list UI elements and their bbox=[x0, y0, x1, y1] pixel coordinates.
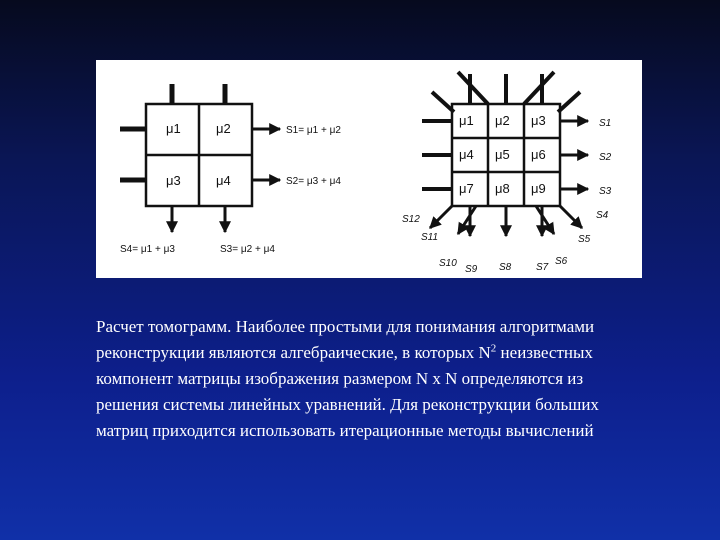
ray-label-s11: S11 bbox=[421, 232, 439, 243]
ray-out-diag-lr-1 bbox=[560, 206, 582, 228]
ray-label-s1: S1 bbox=[599, 118, 612, 129]
right-cell-mu2: μ2 bbox=[495, 113, 510, 128]
right-cell-mu3: μ3 bbox=[531, 113, 546, 128]
ray-label-s4: S4 bbox=[596, 210, 609, 221]
caption-paragraph bbox=[96, 314, 636, 444]
tomography-diagram bbox=[96, 60, 642, 278]
ray-out-diag-ll-2 bbox=[458, 206, 476, 234]
left-out-right-arrows bbox=[252, 129, 280, 180]
left-grid bbox=[146, 104, 252, 206]
ray-in-diag-ul-2 bbox=[432, 92, 454, 112]
ray-out-diag-ll-1 bbox=[430, 206, 452, 228]
ray-label-s6: S6 bbox=[555, 256, 568, 267]
caption-superscript: 2 bbox=[490, 342, 497, 355]
left-incoming-arrows bbox=[120, 129, 146, 180]
caption-text-part1: Расчет томограмм. Наиболее простыми для понимания алгоритмами реконструкции являются алгебраические, в которых N bbox=[96, 317, 595, 362]
left-sum-s2: S2= μ3 + μ4 bbox=[286, 176, 341, 187]
tomography-figure bbox=[96, 60, 642, 278]
left-cell-mu2: μ2 bbox=[216, 121, 231, 136]
ray-label-s8: S8 bbox=[499, 262, 512, 273]
right-cell-mu1: μ1 bbox=[459, 113, 474, 128]
right-ray-labels bbox=[402, 118, 612, 275]
left-cell-mu4: μ4 bbox=[216, 173, 231, 188]
caption-text-part2: неизвестных компонент матрицы изображения размером N x N определяются из решения системы линейных уравнений. Для реконструкции больших матриц приходится использовать итерационные методы вычислений bbox=[96, 343, 599, 440]
right-cell-mu7: μ7 bbox=[459, 181, 474, 196]
right-cell-mu8: μ8 bbox=[495, 181, 510, 196]
left-sum-s3: S3= μ2 + μ4 bbox=[220, 244, 275, 255]
ray-label-s12: S12 bbox=[402, 214, 420, 225]
right-cell-labels bbox=[459, 113, 546, 196]
ray-out-diag-lr-2 bbox=[536, 206, 554, 234]
left-sum-s1: S1= μ1 + μ2 bbox=[286, 125, 341, 136]
right-cell-mu5: μ5 bbox=[495, 147, 510, 162]
ray-in-diag-ul-1 bbox=[458, 72, 488, 104]
left-out-down-arrows bbox=[172, 206, 225, 232]
left-cell-mu3: μ3 bbox=[166, 173, 181, 188]
ray-label-s7: S7 bbox=[536, 262, 549, 273]
ray-label-s10: S10 bbox=[439, 258, 457, 269]
left-top-arrows bbox=[172, 84, 225, 104]
ray-label-s2: S2 bbox=[599, 152, 612, 163]
ray-label-s5: S5 bbox=[578, 234, 591, 245]
left-sum-s4: S4= μ1 + μ3 bbox=[120, 244, 175, 255]
ray-label-s3: S3 bbox=[599, 186, 612, 197]
left-cell-mu1: μ1 bbox=[166, 121, 181, 136]
right-cell-mu6: μ6 bbox=[531, 147, 546, 162]
right-cell-mu4: μ4 bbox=[459, 147, 474, 162]
ray-in-diag-ur-2 bbox=[558, 92, 580, 112]
ray-in-diag-ur-1 bbox=[524, 72, 554, 104]
ray-label-s9: S9 bbox=[465, 264, 478, 275]
right-cell-mu9: μ9 bbox=[531, 181, 546, 196]
